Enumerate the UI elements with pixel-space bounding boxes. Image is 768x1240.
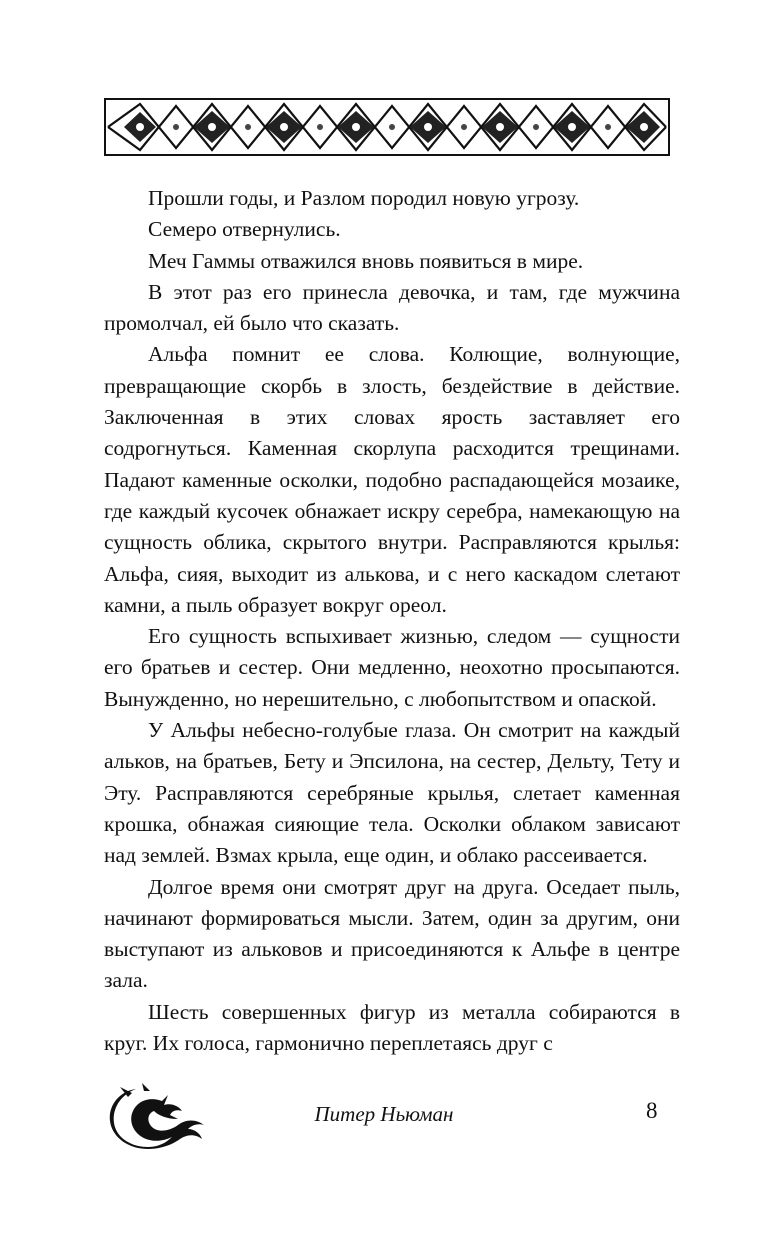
paragraph: Альфа помнит ее слова. Колющие, волнующие, превращающие скорбь в злость, бездействие в действие. Заключенная в этих словах ярость заставляет его содрогнуться. Каменная скорлупа расходится трещинами. Падают каменные осколки, подобно распадающейся мозаике, где каждый кусочек обнажает искру серебра, намекающую на сущность облика, скрытого внутри. Расправляются крылья: Альфа, сияя, выходит из алькова, и с него каскадом слетают камни, а пыль образует вокруг ореол. xyxy=(104,342,680,617)
paragraph: Долгое время они смотрят друг на друга. Оседает пыль, начинают формироваться мысли. Затем, один за другим, они выступают из альковов и присоединяются к Альфе в центре зала. xyxy=(104,874,680,993)
author-name: Питер Ньюман xyxy=(314,1102,454,1126)
header-ornament xyxy=(104,98,670,156)
page-number: 8 xyxy=(646,1098,658,1123)
paragraph: Семеро отвернулись. xyxy=(148,217,341,242)
paragraph: Шесть совершенных фигур из металла собираются в круг. Их голоса, гармонично переплетаясь друг с xyxy=(104,999,680,1056)
body-text xyxy=(104,183,680,1059)
paragraph: В этот раз его принесла девочка, и там, где мужчина промолчал, ей было что сказать. xyxy=(104,279,680,336)
paragraph: У Альфы небесно-голубые глаза. Он смотрит на каждый альков, на братьев, Бету и Эпсилона, на сестер, Дельту, Тету и Эту. Расправляются серебряные крылья, слетает каменная крошка, обнажая сияющие тела. Осколки облаком зависают над землей. Взмах крыла, еще один, и облако рассеивается. xyxy=(104,718,680,868)
paragraph: Меч Гаммы отважился вновь появиться в мире. xyxy=(148,248,584,273)
paragraph: Прошли годы, и Разлом породил новую угрозу. xyxy=(148,186,580,210)
paragraph: Его сущность вспыхивает жизнью, следом — сущности его братьев и сестер. Они медленно, неохотно просыпаются. Вынужденно, но нерешительно, с любопытством и опаской. xyxy=(104,624,680,711)
